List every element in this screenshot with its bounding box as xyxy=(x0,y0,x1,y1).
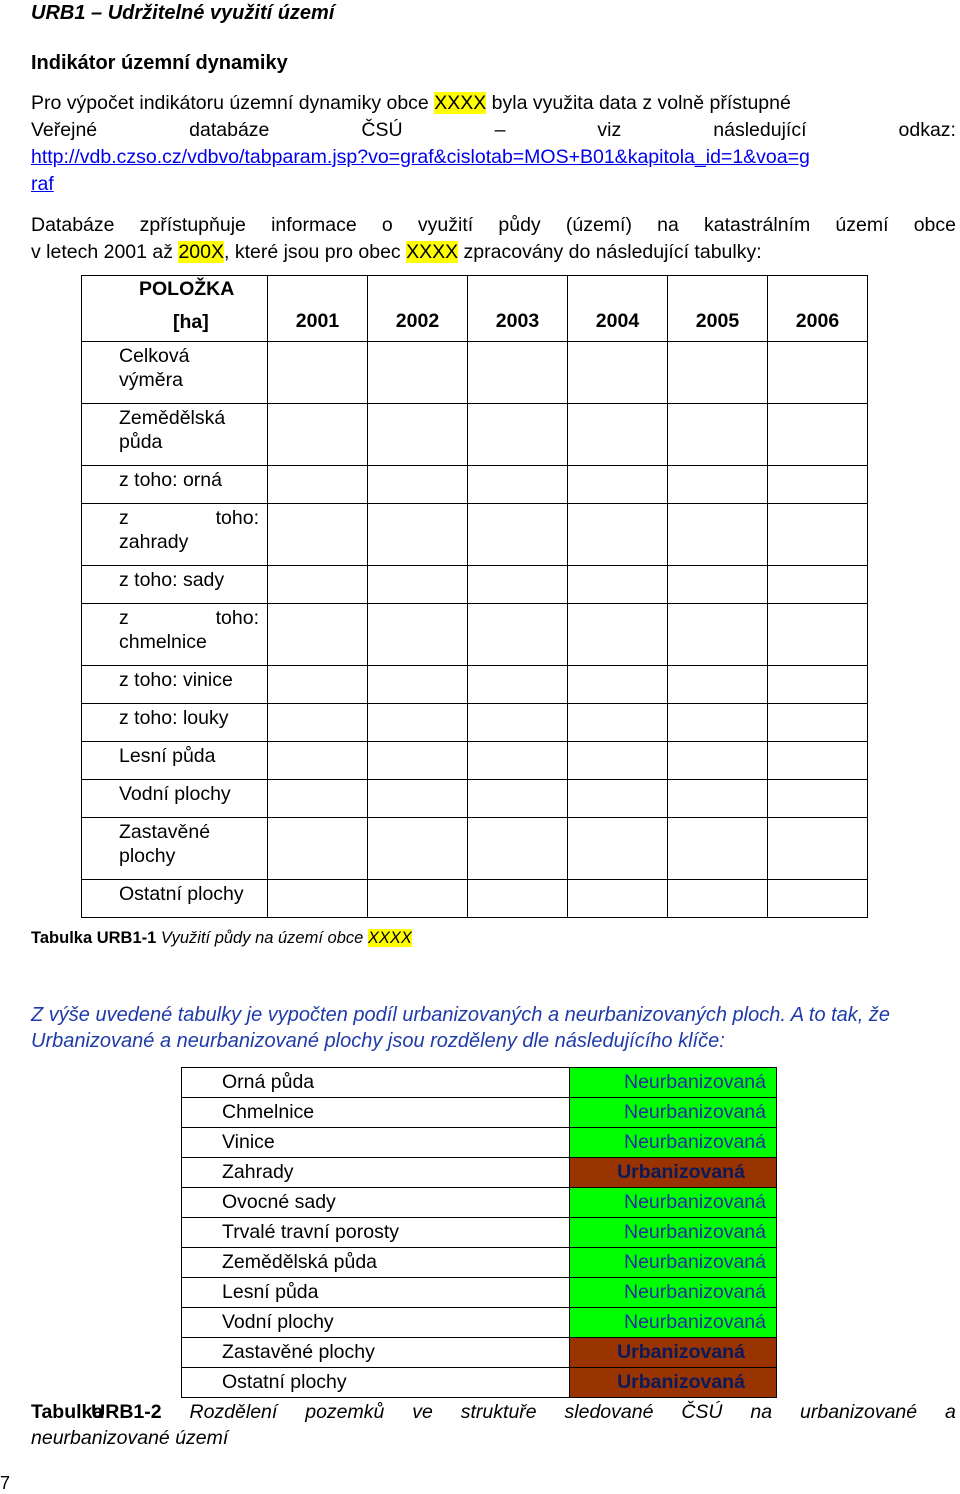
value-cell[interactable] xyxy=(268,704,368,742)
value-cell[interactable] xyxy=(568,704,668,742)
row-label: z toho: orná xyxy=(82,466,268,504)
table-row xyxy=(82,818,868,880)
urbanization-key-table xyxy=(181,1067,777,1398)
value-cell[interactable] xyxy=(668,504,768,566)
land-type: Lesní půda xyxy=(182,1278,570,1308)
urbanization-status: Neurbanizovaná xyxy=(570,1308,777,1338)
land-type: Ovocné sady xyxy=(182,1188,570,1218)
value-cell[interactable] xyxy=(568,780,668,818)
value-cell[interactable] xyxy=(368,604,468,666)
value-cell[interactable] xyxy=(768,604,868,666)
value-cell[interactable] xyxy=(768,780,868,818)
row-label: Lesní půda xyxy=(82,742,268,780)
urbanization-status: Neurbanizovaná xyxy=(570,1098,777,1128)
value-cell[interactable] xyxy=(368,466,468,504)
value-cell[interactable] xyxy=(668,604,768,666)
row-label: Vodní plochy xyxy=(82,780,268,818)
value-cell[interactable] xyxy=(368,404,468,466)
land-type: Vinice xyxy=(182,1128,570,1158)
land-use-table xyxy=(81,275,868,918)
value-cell[interactable] xyxy=(768,566,868,604)
table-row xyxy=(182,1098,777,1128)
value-cell[interactable] xyxy=(468,780,568,818)
table-row xyxy=(182,1278,777,1308)
value-cell[interactable] xyxy=(268,504,368,566)
value-cell[interactable] xyxy=(468,604,568,666)
table-row xyxy=(182,1128,777,1158)
value-cell[interactable] xyxy=(768,704,868,742)
land-type: Ostatní plochy xyxy=(182,1368,570,1398)
value-cell[interactable] xyxy=(568,466,668,504)
land-type: Chmelnice xyxy=(182,1098,570,1128)
table-row xyxy=(82,742,868,780)
value-cell[interactable] xyxy=(668,742,768,780)
classification-paragraph: Z výše uvedené tabulky je vypočten podíl urbanizovaných a neurbanizovaných ploch. A to tak, že Urbanizované a neurbanizované plochy jsou rozděleny dle následujícího klíče: xyxy=(31,1004,891,1052)
urbanization-status: Neurbanizovaná xyxy=(570,1278,777,1308)
value-cell[interactable] xyxy=(468,342,568,404)
row-label: z toho: vinice xyxy=(82,666,268,704)
value-cell[interactable] xyxy=(368,566,468,604)
urbanization-status: Urbanizovaná xyxy=(570,1158,777,1188)
value-cell[interactable] xyxy=(668,704,768,742)
land-type: Zastavěné plochy xyxy=(182,1338,570,1368)
year-header: 2003 xyxy=(468,276,568,342)
value-cell[interactable] xyxy=(268,880,368,918)
year-header: 2006 xyxy=(768,276,868,342)
page-number: 7 xyxy=(0,1473,11,1493)
table-row xyxy=(182,1368,777,1398)
table-row xyxy=(82,466,868,504)
row-label: z toho: zahrady xyxy=(82,504,268,566)
value-cell[interactable] xyxy=(568,604,668,666)
value-cell[interactable] xyxy=(668,466,768,504)
year-header: 2001 xyxy=(268,276,368,342)
value-cell[interactable] xyxy=(768,466,868,504)
value-cell[interactable] xyxy=(568,818,668,880)
row-label: z toho: louky xyxy=(82,704,268,742)
value-cell[interactable] xyxy=(368,742,468,780)
row-label: z toho: chmelnice xyxy=(82,604,268,666)
value-cell[interactable] xyxy=(268,466,368,504)
land-type: Orná půda xyxy=(182,1068,570,1098)
value-cell[interactable] xyxy=(368,818,468,880)
placeholder-highlight: XXXX xyxy=(434,92,487,114)
value-cell[interactable] xyxy=(568,342,668,404)
row-label: Zemědělská půda xyxy=(82,404,268,466)
value-cell[interactable] xyxy=(768,818,868,880)
year-header: 2002 xyxy=(368,276,468,342)
intro-line-2: Veřejné databáze ČSÚ – viz následující odkaz: xyxy=(31,119,956,141)
value-cell[interactable] xyxy=(768,880,868,918)
table-header-row xyxy=(82,276,868,342)
value-cell[interactable] xyxy=(268,604,368,666)
urbanization-status: Urbanizovaná xyxy=(570,1368,777,1398)
row-label: Zastavěné plochy xyxy=(82,818,268,880)
value-cell[interactable] xyxy=(768,666,868,704)
placeholder-highlight: XXXX xyxy=(406,241,459,263)
urbanization-status: Neurbanizovaná xyxy=(570,1218,777,1248)
database-paragraph: Databáze zpřístupňuje informace o využití půdy (území) na katastrálním území obce v letech 2001 až 200X, které jsou pro obec XXXX zpracovány do následující tabulky: xyxy=(31,214,956,263)
value-cell[interactable] xyxy=(268,566,368,604)
value-cell[interactable] xyxy=(468,466,568,504)
table-body[interactable] xyxy=(82,342,868,918)
row-label: Ostatní plochy xyxy=(82,880,268,918)
value-cell[interactable] xyxy=(268,666,368,704)
table-row xyxy=(82,566,868,604)
section-heading: Indikátor územní dynamiky xyxy=(31,52,288,74)
table1-caption: Tabulka URB1-1 Využití půdy na území obce XXXX xyxy=(31,929,412,947)
land-type: Trvalé travní porosty xyxy=(182,1218,570,1248)
table2-caption: Tabulka URB1-2 Rozdělení pozemků ve struktuře sledované ČSÚ na urbanizované a neurbanizované území xyxy=(31,1401,956,1449)
table-row xyxy=(82,342,868,404)
value-cell[interactable] xyxy=(368,504,468,566)
czso-link[interactable]: http://vdb.czso.cz/vdbvo/tabparam.jsp?vo=graf&cislotab=MOS+B01&kapitola_id=1&voa=g raf xyxy=(31,146,810,195)
row-label: z toho: sady xyxy=(82,566,268,604)
table-row xyxy=(82,780,868,818)
value-cell[interactable] xyxy=(268,404,368,466)
urbanization-status: Urbanizovaná xyxy=(570,1338,777,1368)
value-cell[interactable] xyxy=(668,780,768,818)
value-cell[interactable] xyxy=(568,566,668,604)
value-cell[interactable] xyxy=(368,342,468,404)
value-cell[interactable] xyxy=(768,504,868,566)
value-cell[interactable] xyxy=(768,742,868,780)
value-cell[interactable] xyxy=(468,666,568,704)
value-cell[interactable] xyxy=(568,404,668,466)
value-cell[interactable] xyxy=(568,504,668,566)
header-item-unit: POLOŽKA [ha] xyxy=(82,276,268,342)
row-label: Celková výměra xyxy=(82,342,268,404)
value-cell[interactable] xyxy=(668,666,768,704)
table-row xyxy=(82,704,868,742)
value-cell[interactable] xyxy=(468,880,568,918)
table-row xyxy=(182,1218,777,1248)
value-cell[interactable] xyxy=(368,666,468,704)
document-title: URB1 – Udržitelné využití území xyxy=(31,2,335,24)
value-cell[interactable] xyxy=(568,880,668,918)
table-row xyxy=(182,1248,777,1278)
value-cell[interactable] xyxy=(468,704,568,742)
table-row xyxy=(182,1338,777,1368)
value-cell[interactable] xyxy=(768,342,868,404)
value-cell[interactable] xyxy=(468,504,568,566)
intro-line-1: Pro výpočet indikátoru územní dynamiky obce XXXX byla využita data z volně přístupné xyxy=(31,92,791,114)
table-row xyxy=(82,666,868,704)
placeholder-highlight: XXXX xyxy=(367,929,412,947)
value-cell[interactable] xyxy=(368,780,468,818)
value-cell[interactable] xyxy=(268,742,368,780)
year-header: 2004 xyxy=(568,276,668,342)
urbanization-status: Neurbanizovaná xyxy=(570,1128,777,1158)
value-cell[interactable] xyxy=(668,818,768,880)
intro-paragraph xyxy=(31,90,956,198)
table-row xyxy=(82,504,868,566)
value-cell[interactable] xyxy=(568,666,668,704)
value-cell[interactable] xyxy=(668,880,768,918)
value-cell[interactable] xyxy=(368,704,468,742)
value-cell[interactable] xyxy=(568,742,668,780)
value-cell[interactable] xyxy=(468,566,568,604)
value-cell[interactable] xyxy=(468,404,568,466)
year-header: 2005 xyxy=(668,276,768,342)
value-cell[interactable] xyxy=(668,404,768,466)
value-cell[interactable] xyxy=(668,566,768,604)
value-cell[interactable] xyxy=(368,880,468,918)
table-row xyxy=(182,1068,777,1098)
value-cell[interactable] xyxy=(768,404,868,466)
urbanization-status: Neurbanizovaná xyxy=(570,1188,777,1218)
value-cell[interactable] xyxy=(468,742,568,780)
table-row xyxy=(182,1158,777,1188)
urbanization-status: Neurbanizovaná xyxy=(570,1068,777,1098)
land-type: Vodní plochy xyxy=(182,1308,570,1338)
land-type: Zahrady xyxy=(182,1158,570,1188)
table-row xyxy=(82,880,868,918)
land-type: Zemědělská půda xyxy=(182,1248,570,1278)
value-cell[interactable] xyxy=(268,780,368,818)
value-cell[interactable] xyxy=(468,818,568,880)
table-row xyxy=(182,1308,777,1338)
value-cell[interactable] xyxy=(668,342,768,404)
value-cell[interactable] xyxy=(268,342,368,404)
table-row xyxy=(82,404,868,466)
placeholder-highlight: 200X xyxy=(178,241,224,263)
table-row xyxy=(182,1188,777,1218)
table-row xyxy=(82,604,868,666)
value-cell[interactable] xyxy=(268,818,368,880)
urbanization-status: Neurbanizovaná xyxy=(570,1248,777,1278)
